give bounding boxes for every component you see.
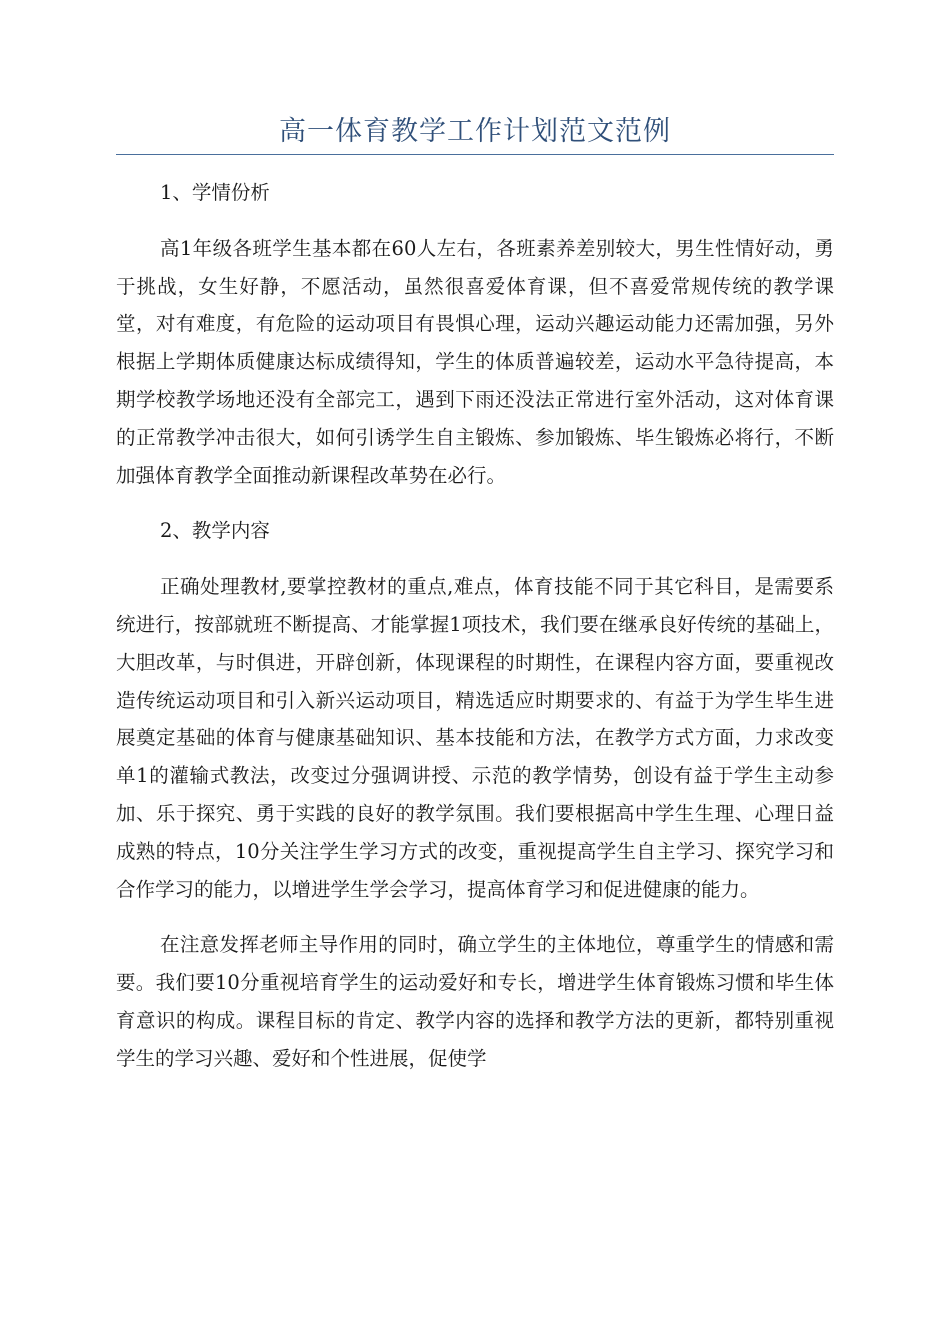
document-body	[116, 174, 834, 1096]
section-2-paragraph-1: 正确处理教材,要掌控教材的重点,难点，体育技能不同于其它科目，是需要系统进行，按部就班不断提高、才能掌握1项技术，我们要在继承良好传统的基础上，大胆改革，与时俱进，开辟创新，体现课程的时期性，在课程内容方面，要重视改造传统运动项目和引入新兴运动项目，精选适应时期要求的、有益于为学生毕生进展奠定基础的体育与健康基础知识、基本技能和方法，在教学方式方面，力求改变单1的灌输式教法，改变过分强调讲授、示范的教学情势，创设有益于学生主动参加、乐于探究、勇于实践的良好的教学氛围。我们要根据高中学生生理、心理日益成熟的特点，10分关注学生学习方式的改变，重视提高学生自主学习、探究学习和合作学习的能力，以增进学生学会学习，提高体育学习和促进健康的能力。	[116, 575, 834, 901]
document-title: 高一体育教学工作计划范文范例	[279, 116, 671, 147]
section-1-paragraph-1: 高1年级各班学生基本都在60人左右，各班素养差别较大，男生性情好动，勇于挑战，女生好静，不愿活动，虽然很喜爱体育课，但不喜爱常规传统的教学课堂，对有难度，有危险的运动项目有畏惧心理，运动兴趣运动能力还需加强，另外根据上学期体质健康达标成绩得知，学生的体质普遍较差，运动水平急待提高，本期学校教学场地还没有全部完工，遇到下雨还没法正常进行室外活动，这对体育课的正常教学冲击很大，如何引诱学生自主锻炼、参加锻炼、毕生锻炼必将行，不断加强体育教学全面推动新课程改革势在必行。	[116, 236, 834, 487]
section-heading-2: 2、教学内容	[160, 519, 270, 543]
title-underline	[116, 154, 834, 155]
section-2-paragraph-2: 在注意发挥老师主导作用的同时，确立学生的主体地位，尊重学生的情感和需要。我们要10分重视培育学生的运动爱好和专长，增进学生体育锻炼习惯和毕生体育意识的构成。课程目标的肯定、教学内容的选择和教学方法的更新，都特别重视学生的学习兴趣、爱好和个性进展，促使学	[116, 933, 834, 1070]
section-heading-1: 1、学情份析	[160, 181, 270, 204]
